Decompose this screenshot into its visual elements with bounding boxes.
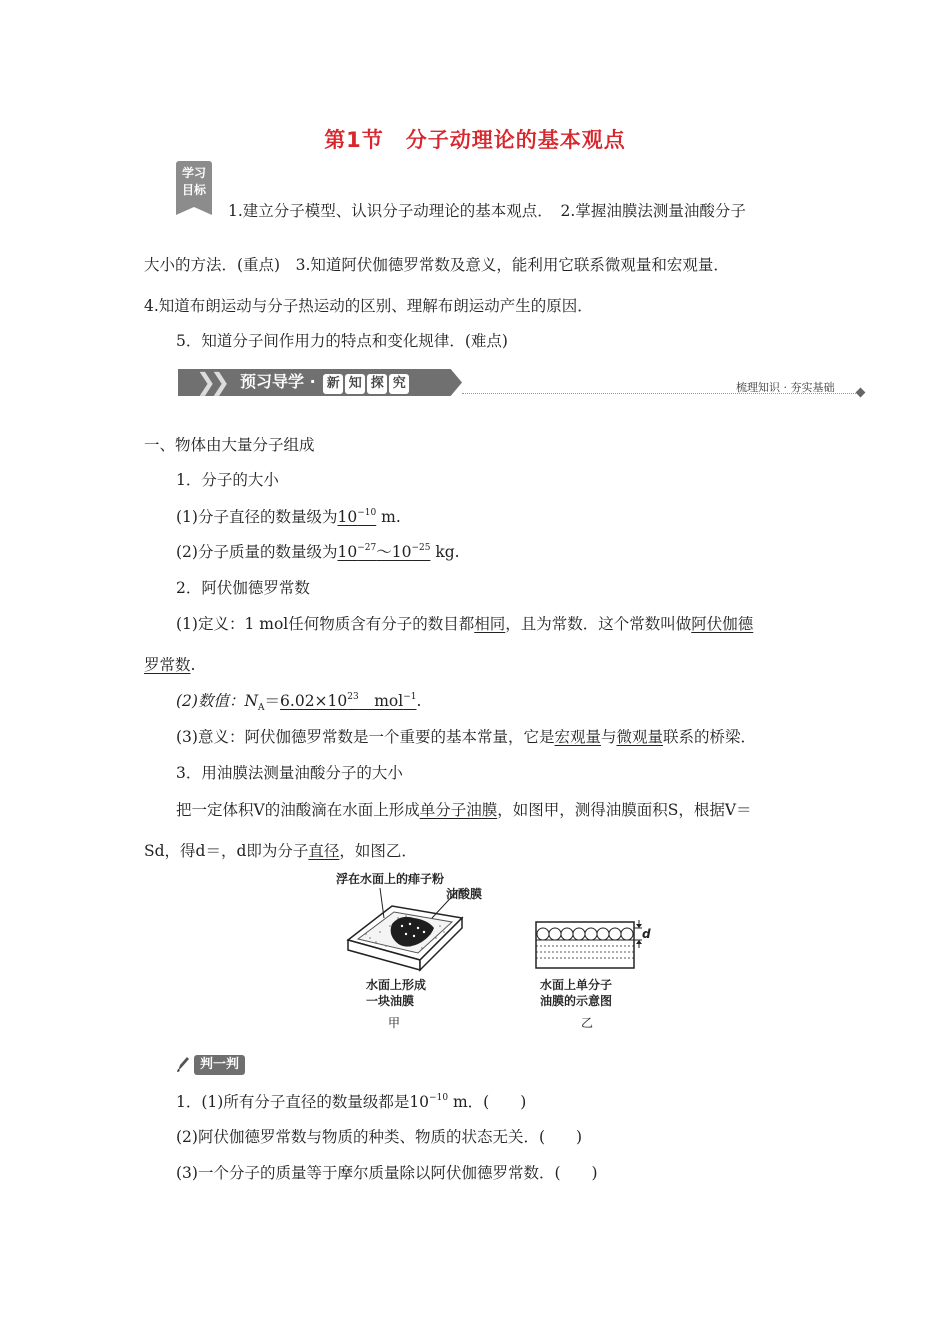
diameter-line bbox=[176, 507, 401, 527]
banner-dotted-rule bbox=[462, 393, 860, 394]
banner-box-char: 探 bbox=[367, 374, 387, 394]
text: 把一定体积V的油酸滴在水面上形成 bbox=[176, 801, 420, 819]
text: kg. bbox=[430, 543, 460, 561]
text: Sd，得d＝，d即为分子 bbox=[144, 842, 309, 860]
judge-header bbox=[176, 1053, 245, 1073]
text: m. bbox=[376, 508, 401, 526]
text: (1)定义：1 mol任何物质含有分子的数目都 bbox=[176, 615, 475, 633]
answer-diameter-word: 直径 bbox=[308, 842, 340, 860]
answer-avogadro-cont: 罗常数 bbox=[144, 656, 191, 674]
answer-micro: 微观量 bbox=[616, 728, 664, 746]
banner-subtitle: 梳理知识 · 夯实基础 bbox=[736, 381, 835, 394]
definition-line-cont bbox=[144, 655, 195, 675]
objective-line-4: 5．知道分子间作用力的特点和变化规律．(难点) bbox=[176, 332, 508, 350]
figure-caption-right-1: 水面上单分子 bbox=[540, 978, 613, 992]
meaning-line bbox=[176, 727, 756, 747]
oil-film-line-1 bbox=[176, 800, 752, 820]
subsection-2: 2．阿伏伽德罗常数 bbox=[176, 579, 310, 597]
objective-line-3: 4.知道布朗运动与分子热运动的区别、理解布朗运动产生的原因． bbox=[144, 297, 593, 315]
judge-q3: (3)一个分子的质量等于摩尔质量除以阿伏伽德罗常数．( ) bbox=[176, 1164, 598, 1182]
answer-avogadro: 阿伏伽德 bbox=[691, 615, 754, 633]
objective-line-1: 1.建立分子模型、认识分子动理论的基本观点． 2.掌握油膜法测量油酸分子 bbox=[228, 202, 746, 220]
text: ＝ bbox=[264, 692, 281, 710]
text: . bbox=[416, 692, 422, 710]
definition-line bbox=[176, 614, 753, 634]
banner-box-char: 新 bbox=[323, 374, 343, 394]
answer-diameter: $10^{-10}$ bbox=[337, 508, 377, 526]
answer-value: $6.02\times 10^{23}$ mol$^{-1}$ bbox=[280, 692, 417, 710]
figure-caption-left-1: 水面上形成 bbox=[366, 978, 427, 992]
text: ，如图甲，测得油膜面积S，根据V＝ bbox=[497, 801, 752, 819]
figure-label-oil-film: 油酸膜 bbox=[446, 887, 483, 901]
thickness-label: d bbox=[642, 927, 651, 941]
subscript: A bbox=[258, 703, 265, 714]
figure-caption-right-2: 油膜的示意图 bbox=[540, 994, 613, 1008]
oil-film-line-2 bbox=[144, 841, 417, 861]
text: 与 bbox=[600, 728, 617, 746]
text: (2)数值：N bbox=[176, 692, 259, 710]
judge-q1 bbox=[176, 1092, 526, 1112]
figure-caption-left-2: 一块油膜 bbox=[366, 994, 415, 1008]
figure-name-right: 乙 bbox=[581, 1016, 594, 1030]
banner-box-char: 究 bbox=[389, 374, 409, 394]
value-line bbox=[176, 691, 421, 718]
section-heading: 一、物体由大量分子组成 bbox=[144, 436, 315, 454]
page-title: 第1节 分子动理论的基本观点 bbox=[324, 128, 626, 152]
text: (3)意义：阿伏伽德罗常数是一个重要的基本常量，它是 bbox=[176, 728, 555, 746]
answer-same: 相同 bbox=[474, 615, 506, 633]
objective-line-2: 大小的方法．(重点) 3.知道阿伏伽德罗常数及意义，能利用它联系微观量和宏观量． bbox=[144, 256, 729, 274]
text: 联系的桥梁． bbox=[663, 728, 757, 746]
monolayer-diagram bbox=[532, 918, 652, 972]
learning-goals-badge bbox=[176, 161, 212, 207]
text: (2)分子质量的数量级为 bbox=[176, 543, 338, 561]
subsection-3: 3．用油膜法测量油酸分子的大小 bbox=[176, 764, 403, 782]
banner-title bbox=[240, 371, 409, 394]
text: 1．(1)所有分子直径的数量级都是10 bbox=[176, 1093, 430, 1111]
text: (1)分子直径的数量级为 bbox=[176, 508, 338, 526]
chevron-arrows-icon: ❯❯ bbox=[196, 368, 225, 396]
figure-label-powder: 浮在水面上的痱子粉 bbox=[336, 872, 445, 886]
judge-q2: (2)阿伏伽德罗常数与物质的种类、物质的状态无关．( ) bbox=[176, 1128, 583, 1146]
subsection-1: 1．分子的大小 bbox=[176, 471, 279, 489]
text: ，且为常数．这个常数叫做 bbox=[505, 615, 692, 633]
banner-box-char: 知 bbox=[345, 374, 365, 394]
answer-macro: 宏观量 bbox=[554, 728, 601, 746]
judge-label: 判一判 bbox=[194, 1055, 245, 1075]
text: m．( ) bbox=[448, 1093, 527, 1111]
badge-label: 学习目标 bbox=[181, 166, 206, 197]
figure-name-left: 甲 bbox=[388, 1016, 401, 1030]
banner-main-text: 预习导学 · bbox=[240, 372, 322, 391]
superscript: −10 bbox=[429, 1093, 449, 1103]
answer-mass: $10^{-27}\sim 10^{-25}$ bbox=[337, 543, 431, 561]
diamond-icon bbox=[856, 388, 866, 398]
text: ，如图乙． bbox=[339, 842, 417, 860]
answer-monolayer: 单分子油膜 bbox=[419, 801, 498, 819]
pencil-icon bbox=[176, 1055, 190, 1073]
tray-illustration bbox=[340, 888, 470, 973]
text: . bbox=[190, 656, 196, 674]
mass-line bbox=[176, 542, 460, 562]
